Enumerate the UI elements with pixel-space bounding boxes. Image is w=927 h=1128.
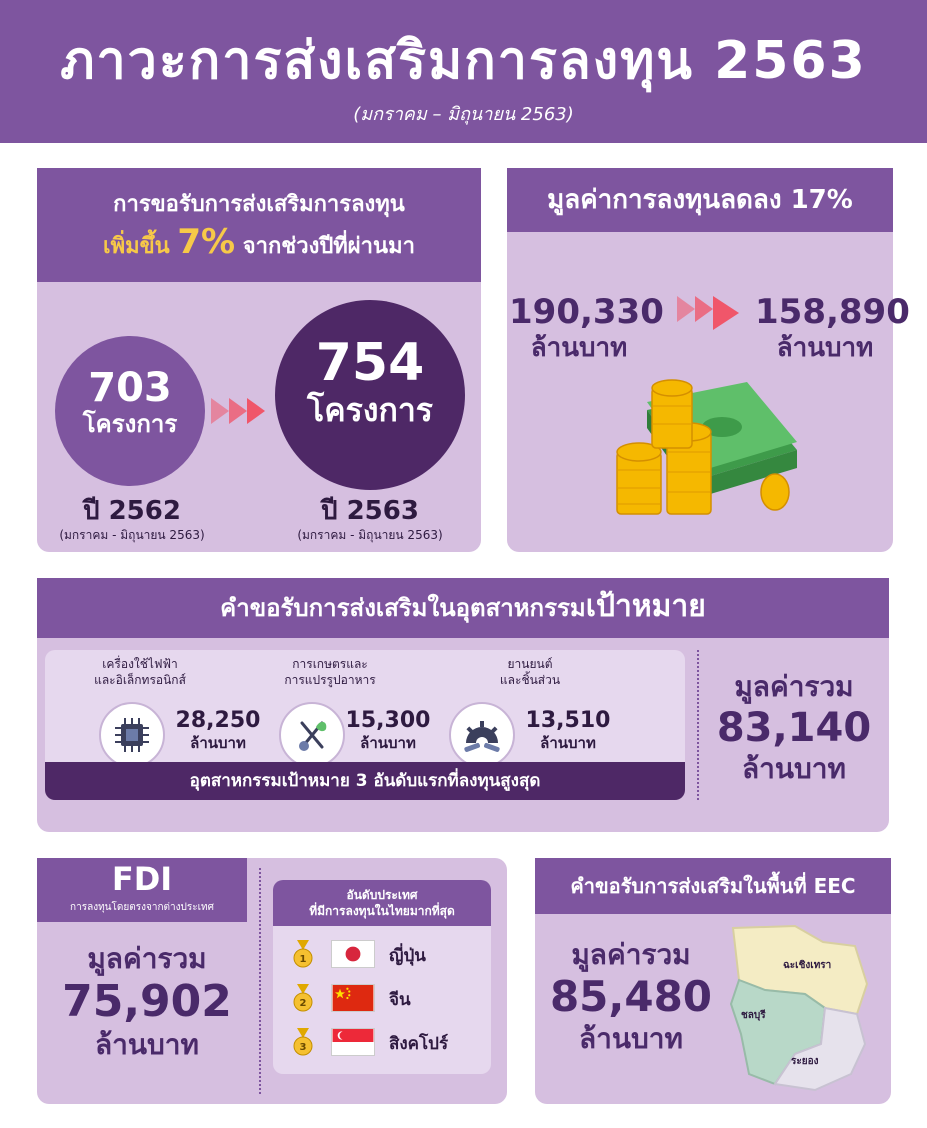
china-flag-icon: [331, 984, 375, 1012]
eec-total-value: 85,480: [549, 972, 713, 1021]
target-industries-heading: [37, 578, 889, 638]
ranking-heading: อันดับประเทศ ที่มีการลงทุนในไทยมากที่สุด: [273, 880, 491, 926]
japan-flag-icon: [331, 940, 375, 968]
industry-value: 13,510 ล้านบาท: [525, 708, 611, 752]
fdi-total-value: 75,902: [62, 976, 232, 1027]
investment-value-card: [507, 168, 910, 552]
fdi-title: FDI: [111, 860, 173, 898]
industries-total-unit: ล้านบาท: [742, 752, 846, 785]
country-name: สิงคโปร์: [389, 1034, 449, 1054]
page-subtitle: (มกราคม – มิถุนายน 2563): [353, 104, 574, 125]
industry-label: การเกษตรและ การแปรรูปอาหาร: [284, 657, 376, 687]
previous-year: ปี 2562: [83, 496, 181, 526]
ranking-row: [291, 980, 481, 1016]
province-rayong: ระยอง: [791, 1056, 819, 1067]
previous-count-unit: โครงการ: [82, 410, 178, 438]
eec-card: [535, 858, 891, 1104]
increase-word: เพิ่มขึ้น: [103, 234, 170, 259]
increase-rest: จากช่วงปีที่ผ่านมา: [242, 234, 415, 259]
agri-food-icon: [279, 702, 345, 768]
svg-text:2: 2: [299, 998, 307, 1009]
industries-total-value: 83,140: [716, 705, 872, 751]
bronze-medal-icon: [291, 1028, 315, 1056]
country-name: จีน: [389, 990, 411, 1010]
current-investment-unit: ล้านบาท: [776, 333, 874, 363]
silver-medal-icon: [291, 984, 315, 1012]
previous-investment-unit: ล้านบาท: [530, 333, 628, 363]
svg-text:3: 3: [299, 1042, 307, 1053]
applications-increase: [37, 222, 481, 263]
applications-header: [37, 168, 481, 282]
header-banner: [0, 0, 927, 143]
previous-investment-value: 190,330: [509, 292, 664, 332]
province-chonburi: ชลบุรี: [741, 1010, 766, 1021]
industry-value: 15,300 ล้านบาท: [345, 708, 431, 752]
industry-label: เครื่องใช้ไฟฟ้า และอิเล็กทรอนิกส์: [94, 657, 186, 687]
industry-item: [65, 650, 265, 770]
industry-item: [435, 650, 635, 770]
province-chachoengsao: ฉะเชิงเทรา: [783, 960, 832, 971]
fdi-subtitle: การลงทุนโดยตรงจากต่างประเทศ: [70, 902, 214, 913]
applications-heading: การขอรับการส่งเสริมการลงทุน: [113, 192, 405, 217]
previous-count-circle: [55, 336, 205, 486]
current-count: 754: [315, 333, 425, 393]
automotive-gear-icon: [449, 702, 515, 768]
svg-text:1: 1: [299, 954, 307, 965]
increase-percent: 7%: [177, 222, 236, 262]
ranking-row: [291, 1024, 481, 1060]
industries-panel: [45, 650, 685, 800]
target-heading-main: คำขอรับการส่งเสริมในอุตสาหกรรม: [220, 594, 586, 622]
growth-arrows-icon: [211, 398, 265, 424]
fdi-header: [37, 858, 247, 922]
fdi-total-unit: ล้านบาท: [95, 1028, 199, 1061]
target-heading-emphasis: เป้าหมาย: [585, 589, 706, 624]
ranking-row: [291, 936, 481, 972]
country-name: ญี่ปุ่น: [389, 946, 426, 966]
top3-ribbon: อุตสาหกรรมเป้าหมาย 3 อันดับแรกที่ลงทุนสูงสุด: [45, 762, 685, 800]
previous-period: (มกราคม - มิถุนายน 2563): [59, 528, 205, 542]
current-investment-value: 158,890: [755, 292, 910, 332]
current-year: ปี 2563: [321, 496, 419, 526]
fdi-card: [37, 858, 507, 1104]
eec-total-label: มูลค่ารวม: [571, 938, 691, 971]
eec-heading: คำขอรับการส่งเสริมในพื้นที่ EEC: [535, 858, 891, 914]
current-count-circle: [275, 300, 465, 490]
previous-investment: [509, 292, 664, 364]
decrease-arrows-icon: [677, 296, 739, 330]
eec-total: [541, 938, 721, 1056]
industry-item: [255, 650, 455, 770]
applications-card: [37, 168, 481, 552]
industries-total-label: มูลค่ารวม: [734, 670, 854, 703]
gold-medal-icon: [291, 940, 315, 968]
current-investment: [755, 292, 910, 364]
current-count-unit: โครงการ: [307, 391, 433, 429]
fdi-total: [37, 942, 257, 1062]
industries-total: [709, 670, 879, 786]
country-ranking: [273, 880, 491, 1074]
industry-value: 28,250 ล้านบาท: [175, 708, 261, 752]
industry-label: ยานยนต์ และชิ้นส่วน: [499, 657, 561, 687]
money-coins-icon: [607, 380, 807, 530]
page-title: ภาวะการส่งเสริมการลงทุน 2563: [60, 31, 867, 91]
divider: [697, 650, 699, 800]
circuit-chip-icon: [99, 702, 165, 768]
eec-total-unit: ล้านบาท: [579, 1022, 683, 1055]
previous-count: 703: [88, 365, 172, 411]
divider: [259, 868, 261, 1094]
fdi-total-label: มูลค่ารวม: [87, 942, 207, 975]
current-period: (มกราคม - มิถุนายน 2563): [297, 528, 443, 542]
singapore-flag-icon: [331, 1028, 375, 1056]
investment-value-heading: มูลค่าการลงทุนลดลง 17%: [507, 168, 893, 232]
target-industries-card: [37, 578, 889, 832]
